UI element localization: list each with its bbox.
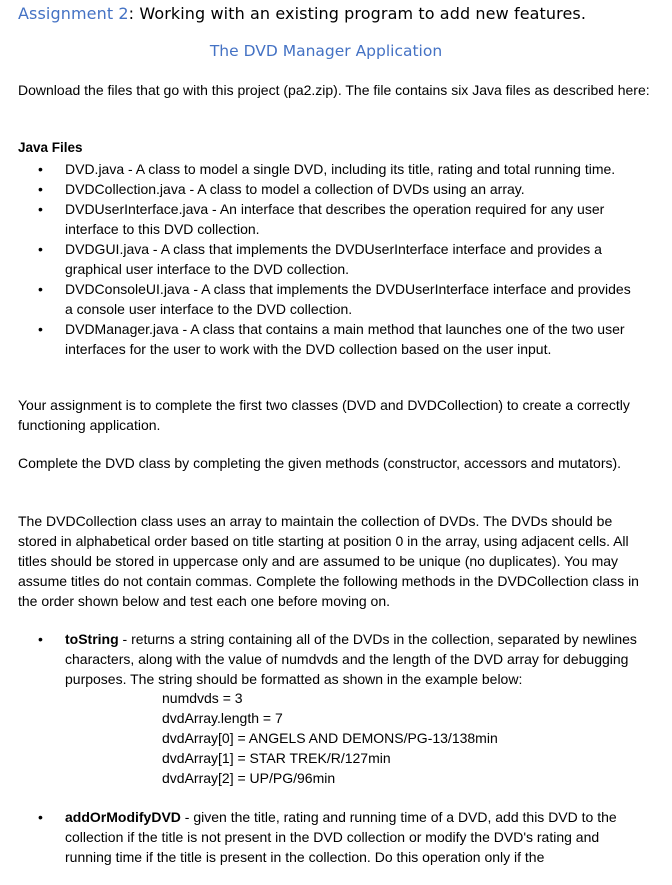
- list-item: • DVDManager.java - A class that contains a main method that launches one of the two user interfaces for the user to work with the DVD collection based on the user input.: [38, 321, 625, 357]
- title-assignment-number: Assignment 2: [18, 4, 129, 23]
- list-item: [0, 807, 650, 867]
- example-line: dvdArray[2] = UP/PG/96min: [162, 770, 336, 786]
- bullet-icon: •: [38, 161, 43, 177]
- example-line: dvdArray[1] = STAR TREK/R/127min: [162, 750, 391, 766]
- assignment-paragraph: Your assignment is to complete the first two classes (DVD and DVDCollection) to create a correctly functioning application.: [18, 397, 630, 433]
- list-item: • DVD.java - A class to model a single DVD, including its title, rating and total running time.: [38, 161, 616, 177]
- example-line: dvdArray[0] = ANGELS AND DEMONS/PG-13/138min: [162, 730, 498, 746]
- tostring-description: - returns a string containing all of the DVDs in the collection, separated by newlines characters, along with the value of numdvds and the length of the DVD array for debugging purposes. The string should be formatted as shown in the example below:: [65, 631, 637, 687]
- example-line: numdvds = 3: [162, 690, 243, 706]
- list-item: • DVDUserInterface.java - An interface that describes the operation required for any user interface to this DVD collection.: [38, 201, 605, 237]
- bullet-icon: •: [38, 241, 43, 257]
- tostring-method-name: toString: [65, 631, 119, 647]
- title-text: : Working with an existing program to add new features.: [128, 4, 587, 23]
- page-title: [18, 4, 586, 23]
- intro-paragraph: Download the files that go with this project (pa2.zip). The file contains six Java files as described here:: [18, 82, 650, 98]
- bullet-icon: •: [38, 321, 43, 337]
- java-files-heading: Java Files: [18, 140, 83, 155]
- tostring-example: [162, 688, 498, 788]
- bullet-icon: •: [38, 631, 43, 647]
- list-item: • DVDCollection.java - A class to model a collection of DVDs using an array.: [38, 181, 525, 197]
- dvd-class-paragraph: Complete the DVD class by completing the given methods (constructor, accessors and mutators).: [18, 455, 622, 471]
- bullet-icon: •: [38, 201, 43, 217]
- tostring-item: [0, 629, 650, 689]
- example-line: dvdArray.length = 7: [162, 710, 283, 726]
- addormodify-method-name: addOrModifyDVD: [65, 809, 181, 825]
- addormodify-description: - given the title, rating and running time of a DVD, add this DVD to the collection if the title is not present in the DVD collection or modify the DVD's rating and running time if the title is present in the collection. Do this operation only if the: [65, 809, 617, 865]
- page-subtitle: The DVD Manager Application: [209, 42, 443, 60]
- bullet-icon: •: [38, 809, 43, 825]
- list-item: [0, 629, 650, 689]
- list-item: • DVDConsoleUI.java - A class that implements the DVDUserInterface interface and provides a console user interface to the DVD collection.: [38, 281, 631, 317]
- bullet-icon: •: [38, 281, 43, 297]
- bullet-icon: •: [38, 181, 43, 197]
- dvdcollection-paragraph: The DVDCollection class uses an array to maintain the collection of DVDs. The DVDs should be stored in alphabetical order based on title starting at position 0 in the array, using adjacent cells. All titles should be stored in uppercase only and are assumed to be unique (no duplicates). You may assume titles do not contain commas. Complete the following methods in the DVDCollection class in the order shown below and test each one before moving on.: [18, 513, 639, 609]
- java-files-list: [0, 159, 650, 359]
- addormodify-item: [0, 807, 650, 867]
- list-item: • DVDGUI.java - A class that implements the DVDUserInterface interface and provides a graphical user interface to the DVD collection.: [38, 241, 602, 277]
